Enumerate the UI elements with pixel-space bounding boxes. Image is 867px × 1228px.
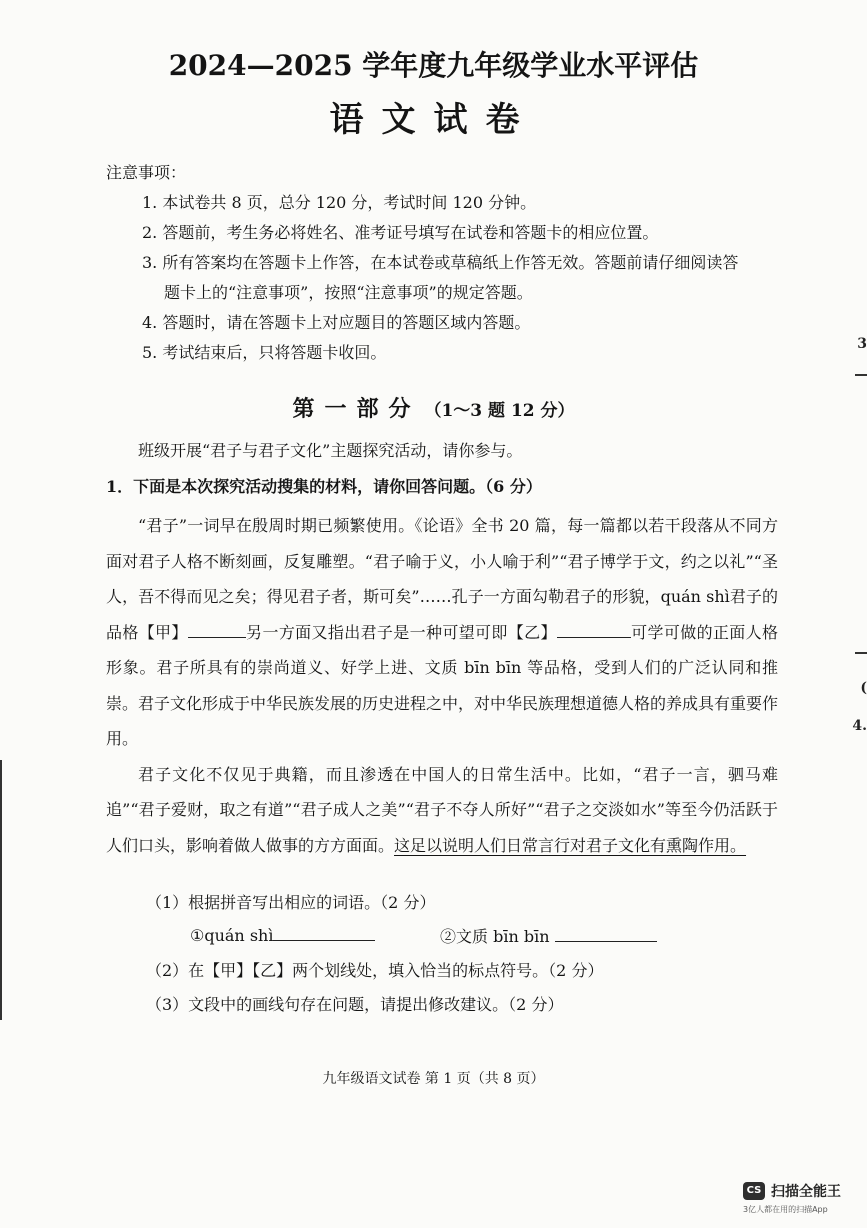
notice-item: 5. 考试结束后，只将答题卡收回。: [142, 343, 387, 362]
passage-text: “君子”一词早在殷周时期已频繁使用。《论语》全书 20 篇，每一篇都以若干段落从不同方面对君子人格不断刻画，反复雕塑。“君子喻于义，小人喻于利”“君子博学于文，约之以礼”“圣人，吾不得而见之矣；得见君子者，斯可矣”……孔子一方面勾勒君子的形貌，quán shì君子的品格【甲】: [106, 516, 778, 642]
passage-text: 另一方面又指出君子是一种可望可即【乙】: [245, 622, 557, 642]
page-footer: 九年级语文试卷 第 1 页（共 8 页）: [322, 1071, 545, 1087]
passage-text: 君子文化不仅见于典籍，而且渗透在中国人的日常生活中。比如，“君子一言，驷马难追”“君子爱财，取之有道”“君子成人之美”“君子不夺人所好”“君子之交淡如水”等至今仍活跃于人们口头，影响着做人做事的方方面面。: [106, 764, 778, 855]
pinyin-answers: [190, 924, 690, 945]
notice-item-continuation: 题卡上的“注意事项”，按照“注意事项”的规定答题。: [164, 283, 533, 302]
exam-subtitle: 语文试卷: [329, 100, 538, 140]
activity-intro: 班级开展“君子与君子文化”主题探究活动，请你参与。: [138, 441, 523, 460]
part-score: （1～3 题 12 分）: [424, 401, 575, 421]
edge-mark-3: 3: [857, 336, 867, 352]
answer-blank-1[interactable]: [273, 924, 375, 941]
notice-heading: 注意事项：: [106, 163, 187, 182]
page-edge-line: [0, 760, 2, 1020]
answer-blank-2[interactable]: [555, 925, 657, 942]
reading-passage: [106, 508, 778, 863]
notice-item: 2. 答题前，考生务必将姓名、准考证号填写在试卷和答题卡的相应位置。: [142, 223, 659, 242]
edge-dash: [855, 374, 867, 376]
notice-item: 1. 本试卷共 8 页，总分 120 分，考试时间 120 分钟。: [142, 193, 537, 212]
pinyin-item-2: ②文质 bīn bīn: [440, 927, 550, 946]
exam-title: 2024—2025 学年度九年级学业水平评估: [168, 49, 699, 82]
sub-question-3: （3）文段中的画线句存在问题，请提出修改建议。（2 分）: [146, 995, 564, 1014]
part-heading: [0, 392, 867, 423]
pinyin-item-1: ①quán shì: [190, 926, 274, 945]
edge-mark-paren: (: [860, 680, 867, 696]
sub-question-1: （1）根据拼音写出相应的词语。（2 分）: [146, 893, 436, 912]
watermark-tagline: 3亿人都在用的扫描App: [743, 1205, 828, 1214]
blank-yi[interactable]: [557, 621, 631, 638]
passage-paragraph-2: [106, 757, 778, 864]
passage-paragraph-1: [106, 508, 778, 757]
notice-item: 3. 所有答案均在答题卡上作答，在本试卷或草稿纸上作答无效。答题前请仔细阅读答: [142, 253, 739, 272]
underlined-sentence: 这足以说明人们日常言行对君子文化有熏陶作用。: [394, 835, 747, 855]
passage-text: 可学可做的正面人格形象。君子所具有的崇尚道义、好学上进、文质 bīn bīn 等品格，受到人们的广泛认同和推崇。君子文化形成于中华民族发展的历史进程之中，对中华民族理想道德人格的养成具有重要作用。: [106, 622, 779, 748]
camscanner-logo-icon: CS: [743, 1182, 765, 1200]
pinyin-item-2-wrap: [440, 924, 657, 947]
watermark-brand: 扫描全能王: [771, 1184, 841, 1200]
sub-question-2: （2）在【甲】【乙】两个划线处，填入恰当的标点符号。（2 分）: [146, 961, 604, 980]
edge-mark-4: 4.: [852, 718, 867, 734]
notice-section: [106, 158, 806, 368]
blank-jia[interactable]: [188, 621, 246, 638]
question-1: 1．下面是本次探究活动搜集的材料，请你回答问题。（6 分）: [106, 477, 542, 496]
edge-dash: [855, 652, 867, 654]
scanner-watermark: [743, 1180, 853, 1220]
part-title: 第一部分: [292, 396, 421, 422]
notice-item: 4. 答题时，请在答题卡上对应题目的答题区域内答题。: [142, 313, 531, 332]
